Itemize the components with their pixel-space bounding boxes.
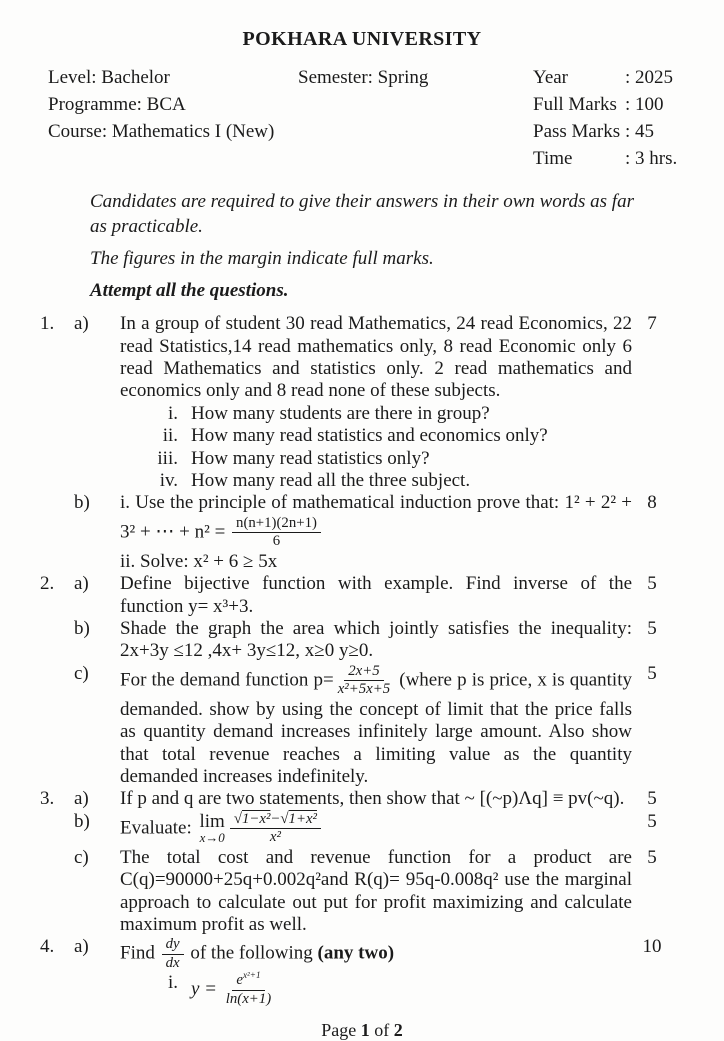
question-number: 3. [40,788,55,810]
q3a-text: If p and q are two statements, then show that ~ [(~p)Λq] ≡ pv(~q). [120,788,625,810]
question-letter: c) [74,662,89,684]
question-2b [40,618,724,663]
question-2a [40,573,724,618]
year-label: Year [533,67,569,88]
footer-page-word: Page [321,1020,357,1041]
fraction-denominator: dx [165,954,180,971]
item-text: How many read statistics only? [191,447,430,469]
fraction-denominator: x² [269,829,281,846]
question-number: 1. [40,313,55,335]
question-4a [40,936,724,1008]
marks: 5 [647,788,657,810]
question-content [120,663,632,789]
q1b-part-ii: ii. Solve: x² + 6 ≥ 5x [120,550,278,572]
marks: 10 [642,936,662,958]
question-letter: b) [74,810,90,832]
pass-marks-label: Pass Marks [533,120,621,142]
radicand: 1−x² [241,810,271,827]
derivative-fraction [162,936,184,972]
q1a-item-ii [120,425,632,447]
q2c-prefix: For the demand function p= [120,669,334,691]
q1a-item-i [120,403,632,425]
footer-page-number: 1 [360,1020,370,1041]
item-label: i. [167,972,178,994]
question-number: 4. [40,936,55,958]
marks: 5 [647,573,657,595]
level-line: Level: Bachelor [48,67,170,88]
q3c-text: The total cost and revenue function for a product are C(q)=90000+25q+0.002q²and R(q)= 95q-0.008q² use the marginal approach to calculate out put for profit maximizing and calculate maximum profit as well. [120,846,632,935]
question-content [120,936,632,1008]
exp-base: e [236,972,243,989]
q4a-any-two: (any two) [317,942,395,964]
exp-exponent: x²+1 [242,970,261,981]
question-content [120,313,632,492]
marks: 8 [647,492,657,514]
header-left [48,65,298,173]
fraction [336,663,392,699]
radical-sign: √ [233,810,242,827]
time-label: Time [533,147,573,169]
question-number [40,492,74,573]
fraction-numerator: 2x+5 [344,663,383,681]
question-1b [40,492,724,573]
lim-word: lim [199,811,225,833]
question-number [40,811,74,847]
header-right [533,65,724,173]
item-label: i. [167,402,178,424]
course-line: Course: Mathematics I (New) [48,120,275,142]
question-letter: a) [74,313,89,335]
instruction-note-2: The figures in the margin indicate full marks. [90,248,434,270]
minus-sign: − [270,810,281,827]
question-number [40,847,74,937]
question-number [40,663,74,789]
fraction-denominator: ln(x+1) [225,990,272,1007]
item-formula [191,972,632,1008]
question-letter: a) [74,788,89,810]
q4a-item-i [120,972,632,1008]
time-value: : 3 hrs. [625,147,678,169]
question-content [120,492,632,573]
fraction-denominator: x²+5x+5 [337,681,391,698]
question-content [120,618,632,663]
question-3a [40,788,724,810]
item-text: How many students are there in group? [191,402,490,424]
radical-sign: √ [280,810,289,827]
q4a-prefix: Find [120,942,155,964]
instructions [90,189,638,303]
q4a-mid: of the following [190,942,313,964]
question-number [40,618,74,663]
question-3c [40,847,724,937]
full-marks-value: : 100 [625,93,664,115]
exam-header [48,65,724,173]
q3b-prefix: Evaluate: [120,817,192,839]
questions [40,313,724,1008]
item-text: How many read all the three subject. [191,470,471,492]
footer-total-pages: 2 [393,1020,403,1041]
question-2c [40,663,724,789]
item-label: iii. [157,447,178,469]
q4a-head [120,936,632,972]
q2a-text: Define bijective function with example. Find inverse of the function y= x³+3. [120,573,632,617]
semester-line: Semester: Spring [298,67,429,88]
q1b-part-i [120,492,632,550]
q2c-text [120,663,632,789]
marks: 5 [647,846,657,868]
question-letter: b) [74,492,90,514]
question-content [120,847,632,937]
item-label: ii. [162,425,178,447]
fraction-numerator [230,811,321,829]
fraction [224,972,273,1008]
question-1a [40,313,724,492]
q3b-formula [120,811,632,847]
q1a-item-iv [120,470,632,492]
marks: 7 [647,313,657,335]
question-content [120,811,632,847]
q2c-suffix: (where p is price, x is quantity demanded. show by using the concept of limit that the price falls as quantity demand increases infinitely large amount. Also show that total revenue reaches a limiting value as the quantity demanded increases indefinitely. [120,669,632,787]
full-marks-label: Full Marks [533,93,617,115]
q1a-text: In a group of student 30 read Mathematics, 24 read Economics, 22 read Statistics,14 read mathematics only, 8 read Economic only 6 read Mathematics and statistics only. 2 read mathematics and economics only and 8 read none of these subjects. [120,313,632,402]
page-footer [40,1020,684,1041]
fraction [232,515,321,551]
radicand: 1+x² [288,810,317,827]
question-letter: a) [74,573,89,595]
fraction [230,811,321,847]
question-letter: b) [74,618,90,639]
q1b-induction-text: i. Use the principle of mathematical induction prove that: 1² + 2² + 3² + ⋯ + n² = [120,492,632,543]
question-letter: a) [74,936,89,958]
question-content [120,573,632,618]
marks: 5 [647,618,657,639]
instruction-note-3: Attempt all the questions. [90,280,289,302]
fraction-numerator [232,972,264,990]
limit-operator [200,812,225,845]
lim-subscript: x→0 [199,830,225,846]
pass-marks-value: : 45 [625,120,655,142]
page-title: POKHARA UNIVERSITY [242,28,482,50]
q2b-text: Shade the graph the area which jointly satisfies the inequality: 2x+3y ≤12 ,4x+ 3y≤12, x≥0 y≥0. [120,618,632,662]
fraction-numerator: n(n+1)(2n+1) [232,515,321,533]
question-number: 2. [40,573,55,595]
instruction-note-1: Candidates are required to give their answers in their own words as far as practicable. [90,190,634,237]
question-letter: c) [74,846,89,868]
question-3b [40,811,724,847]
item-label: iv. [159,470,178,492]
year-value: : 2025 [625,67,674,88]
item-text: How many read statistics and economics only? [191,425,548,447]
q4a-lhs: y = [191,978,218,1000]
fraction-denominator: 6 [272,533,281,550]
marks: 5 [647,662,657,684]
question-content [120,788,632,810]
marks: 5 [647,810,657,832]
footer-of-word: of [374,1020,390,1041]
fraction-numerator: dy [162,936,184,954]
programme-line: Programme: BCA [48,93,186,115]
q1a-item-iii [120,448,632,470]
